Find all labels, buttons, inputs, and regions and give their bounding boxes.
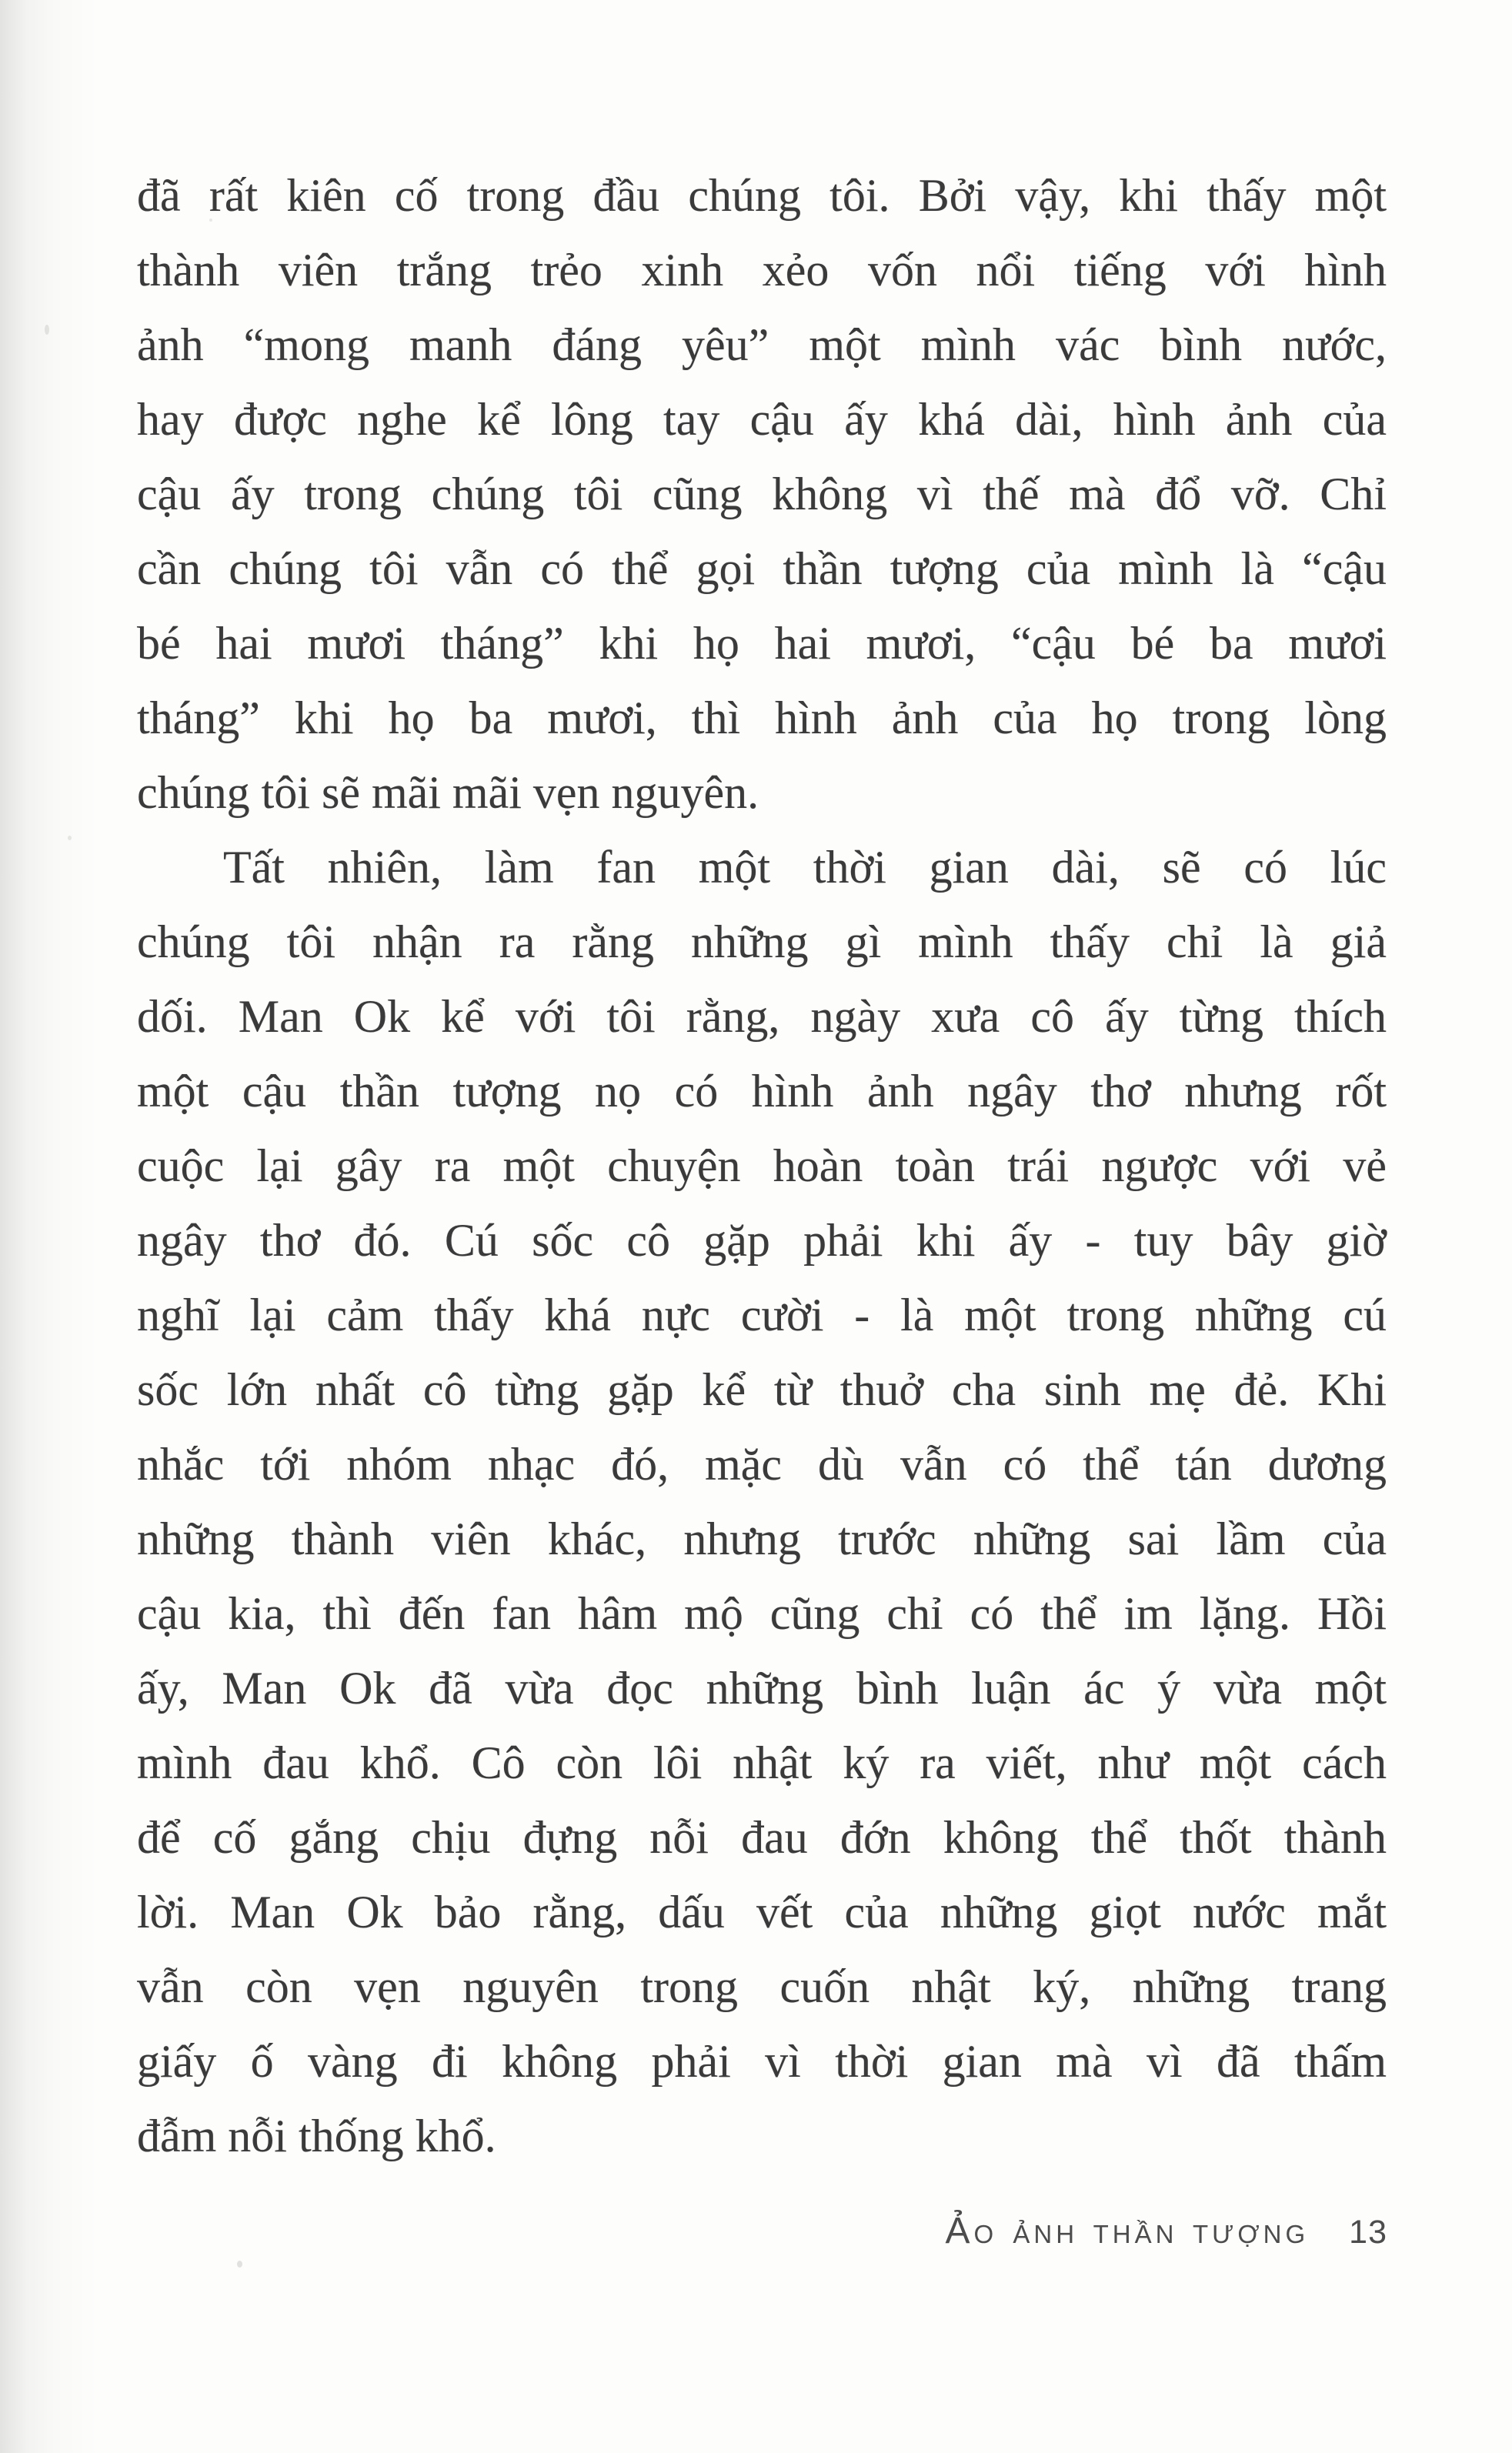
text-line: để cố gắng chịu đựng nỗi đau đớn không thể thốt thành <box>137 1812 1387 1863</box>
page-text-block <box>137 159 1387 2174</box>
text-line: chúng tôi sẽ mãi mãi vẹn nguyên. <box>137 767 759 818</box>
scan-speck <box>45 325 49 335</box>
text-line: bé hai mươi tháng” khi họ hai mươi, “cậu bé ba mươi <box>137 618 1387 669</box>
scan-speck <box>237 2261 242 2268</box>
text-line: ấy, Man Ok đã vừa đọc những bình luận ác ý vừa một <box>137 1663 1387 1714</box>
text-line: tháng” khi họ ba mươi, thì hình ảnh của họ trong lòng <box>137 693 1387 743</box>
text-line: đã rất kiên cố trong đầu chúng tôi. Bởi vậy, khi thấy một <box>137 170 1387 221</box>
page-number: 13 <box>1349 2214 1387 2251</box>
text-line: giấy ố vàng đi không phải vì thời gian mà vì đã thấm <box>137 2036 1387 2087</box>
text-line: hay được nghe kể lông tay cậu ấy khá dài, hình ảnh của <box>137 394 1387 445</box>
text-line: ảnh “mong manh đáng yêu” một mình vác bình nước, <box>137 319 1387 370</box>
text-line: sốc lớn nhất cô từng gặp kể từ thuở cha sinh mẹ đẻ. Khi <box>137 1364 1387 1415</box>
scan-speck <box>68 836 72 840</box>
text-line: ngây thơ đó. Cú sốc cô gặp phải khi ấy - tuy bây giờ <box>137 1215 1387 1266</box>
text-line: nhắc tới nhóm nhạc đó, mặc dù vẫn có thể tán dương <box>137 1439 1387 1490</box>
text-line: dối. Man Ok kể với tôi rằng, ngày xưa cô ấy từng thích <box>137 991 1387 1042</box>
text-line: Tất nhiên, làm fan một thời gian dài, sẽ có lúc <box>223 842 1387 893</box>
text-line: cậu kia, thì đến fan hâm mộ cũng chỉ có thể im lặng. Hồi <box>137 1588 1387 1639</box>
text-line: vẫn còn vẹn nguyên trong cuốn nhật ký, những trang <box>137 1961 1387 2012</box>
scan-edge-shadow <box>0 0 100 2453</box>
text-line: cậu ấy trong chúng tôi cũng không vì thế mà đổ vỡ. Chỉ <box>137 469 1387 519</box>
text-line: những thành viên khác, nhưng trước những sai lầm của <box>137 1514 1387 1564</box>
scan-speck <box>209 219 212 222</box>
text-line: mình đau khổ. Cô còn lôi nhật ký ra viết, như một cách <box>137 1737 1387 1788</box>
text-line: một cậu thần tượng nọ có hình ảnh ngây thơ nhưng rốt <box>137 1066 1387 1116</box>
text-line: nghĩ lại cảm thấy khá nực cười - là một trong những cú <box>137 1290 1387 1340</box>
text-line: cuộc lại gây ra một chuyện hoàn toàn trái ngược với vẻ <box>137 1140 1387 1191</box>
text-line: lời. Man Ok bảo rằng, dấu vết của những giọt nước mắt <box>137 1887 1387 1937</box>
running-header-title: ẢO ẢNH THẦN TƯỢNG <box>945 2211 1310 2251</box>
page-footer <box>946 2210 1387 2252</box>
text-line: cần chúng tôi vẫn có thể gọi thần tượng của mình là “cậu <box>137 543 1387 594</box>
text-line: chúng tôi nhận ra rằng những gì mình thấy chỉ là giả <box>137 916 1387 967</box>
text-line: thành viên trắng trẻo xinh xẻo vốn nổi tiếng với hình <box>137 245 1387 295</box>
text-line: đẫm nỗi thống khổ. <box>137 2111 496 2161</box>
